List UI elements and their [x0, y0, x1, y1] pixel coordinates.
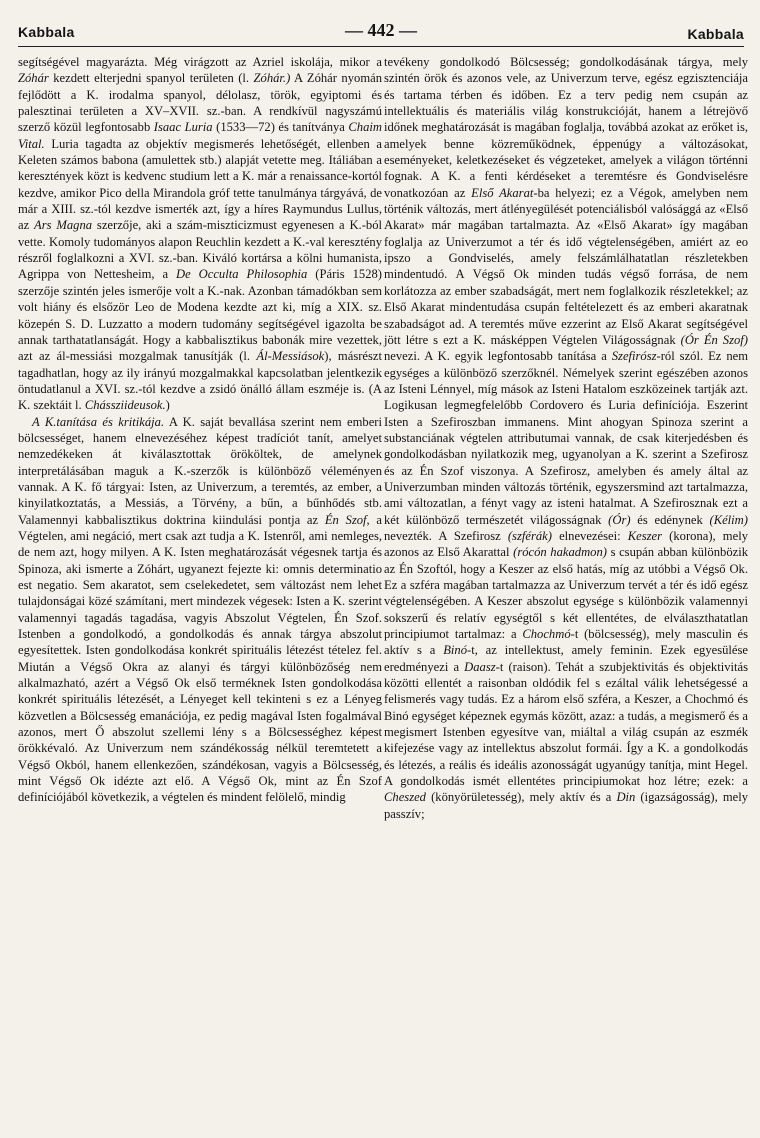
right-column — [384, 54, 748, 822]
term-elso-akarat: Első Akarat — [471, 185, 534, 200]
term-szferak: (szférák) — [507, 528, 552, 543]
term-szefirosz: Szefirósz — [611, 349, 657, 364]
name-isaac-luria: Isaac Luria — [153, 120, 213, 135]
header-right-title: Kabbala — [687, 26, 744, 42]
term-daasz: Daasz — [464, 659, 496, 674]
term-kelim: (Kélim) — [709, 512, 748, 527]
ref-chasszideusok: Chássziideusok. — [84, 398, 166, 413]
term-or-en-szof: (Ór Én Szof) — [680, 332, 748, 347]
term-rocon-hakadmon: (rócón hakadmon) — [513, 545, 607, 560]
ref-al-messiasok: Ál-Messiások — [256, 349, 325, 364]
section-heading-teachings: A K.tanítása és kritikája. — [32, 414, 165, 429]
term-chochmo: Chochmó — [522, 627, 571, 642]
term-din: Din — [616, 790, 636, 805]
ref-zohar: Zóhár.) — [253, 71, 291, 86]
left-column — [18, 54, 382, 822]
page-number: — 442 — — [345, 20, 417, 40]
title-de-occulta: De Occulta Philosophia — [176, 267, 308, 282]
term-zohar: Zóhár — [18, 71, 49, 86]
paragraph-zohar-history: segítségével magyarázta. Még virágzott az Azriel iskolája, mikor a Zóhár kezdett elterjedni spanyol területen (l. Zóhár.) A Zóhár nyomán fejlődött a K. irodalma spanyol, délolasz, török, egyiptomi és palesztinai területen a XV–XVII. sz.-ban. A rendkívül nagyszámú szerző közül legfontosabb Isaac Luria (1533—72) és tanítványa Chaim Vital. Luria tagadta az objektív megismerés lehetőségét, ellenben a Keleten számos babona (amulettek stb.) alapját vetette meg. Itáliában a keresztények közt is kedvenc studium lett a K. már a renaissance-kortól kezdve, amikor Pico della Mirandola gróf tette tanulmánya tárgyává, de már a XIII. sz.-tól kezdve ismerték azt, így a híres Raymundus Lullus, az Ars Magna szerzője, aki a szám-miszticizmust egyenesen a K.-ból vette. Komoly tudományos alapon Reuchlin kezdett a K.-val keresztény részről foglalkozni a XVI. sz.-ban. Kiváló kortársa a kölni humanista, Agrippa von Nettesheim, a De Occulta Philosophia (Páris 1528) szerzője szintén jeles ismerője volt a K.-nak. Azonban támadókban sem volt hiány és elsőzör Leo de Modena kezdte azt ki, míg a XIX. sz. közepén S. D. Luzzatto a modern tudomány segítségével igazolta be annak tarthatatlanságát. Hogy a kabbalisztikus babonák mire vezettek, azt az ál-messiási mozgalmak tanusítják (l. Ál-Messiások), másrészt tagadhatlan, hogy az ily irányú mozgalmakkal kapcsolatban jelentkezik öntudatlanul a XVI. sz.-tól kezdve a zsidó önálló állam eszméje is. (A K. szektáit l. Chássziideusok.) — [18, 55, 382, 413]
term-keszer: Keszer — [627, 528, 663, 543]
name-chaim-vital: Chaim Vital. — [18, 120, 382, 151]
paragraph-teachings: A K.tanítása és kritikája. A K. saját bevallása szerint nem emberi bölcsességet, hanem elnevezéséhez képest tradíciót tanít, amelyet nemzedékeken át kiválasztottak örököltek, de amelynek interpretálásában maguk a K.-szerzők is különböző véleményen vannak. A K. fő tárgyai: Isten, az Univerzum, a teremtés, az ember, a kinyilatkoztatás, a Messiás, a Törvény, a bűn, a bűnhődés stb. Valamennyi kabbalisztikus doktrina kiindulási pontja az Én Szof, a Végtelen, ami negáció, mert csak azt tudja a K. Istenről, ami nemleges, de nem azt, hogy milyen. A K. Isten meghatározását végesnek tartja és Spinoza, aki ismerte a Zóhárt, ugyanezt fejezte ki: omnis determinatio est negatio. Sem akaratot, sem cselekedetet, sem változást nem lehet tulajdonságai közé számítani, mert mindezek végesek: Isten a K. szerint valamennyi tagadás tagadása, vagyis Abszolut Végtelen, Én Szof. Istenben a gondolkodó, a gondolkodás és annak tárgya abszolut egyesítettek. Isten gondolkodása konkrét spirituális létezést tételez fel. Miután a Végső Okra az alanyi és tárgyi különbözőség nem alkalmazható, azért a Végső Ok első terméknek Isten gondolkodása konkrét spirituális létezését, a Lényeget kell tekinteni s ez a Lényeg közvetlen a Bölcsesség emanációja, ez pedig magával Isten fogalmával azonos, mert Ő abszolut szellemi lény s a Bölcsességhez képest örökkévaló. Az Univerzum nem szándékosság nélkül teremtetett a Végső Okból, hanem ellenkezően, szándékosan, vagyis a Bölcsesség, mint Végső Ok idézte azt elő. A Végső Ok, mint az Én Szof definíciójából következik, a végtelen és mindent felölelő, mindig — [18, 414, 382, 805]
term-cheszed: Cheszed — [384, 790, 426, 805]
term-bino: Binó — [443, 643, 467, 658]
paragraph-sefirot: tevékeny gondolkodó Bölcsesség; gondolkodásának tárgya, mely szintén örök és azonos vele, az Univerzum terve, egész egzisztenciája és tartama térben és időben. Ez a terv pedig nem csupán az intellektuális és materiális világ konstrukcióját, hanem a létrejövő időnek meghatározását is magában foglalja, továbbá azokat az erőket is, amelyek benne közreműködnek, éppenúgy a változásokat, eseményeket, keletkezéseket és végzeteket, amelyek a világon történni fognak. A K. a fenti kérdéseket a teremtésre és Gondviselésre vonatkozóan az Első Akarat-ba helyezi; ez a Végok, amelyben nem történik változás, mert átlényegülését potenciálisból valósággá az «Első Akarat» már magában tartalmazta. Az «Első Akarat» így magában foglalja az Univerzumot a tér és idő végtelenségében, amiért az eo ipszo a Gondviselés, amely felszámlálhatatlan részletekben mindentudó. A Végső Ok minden tudás végső forrása, de nem korlátozza az ember szabadságát, mert nem foglalkozik részletekkel; az Első Akarat mindentudása csupán feltételezett és az emberi akaratnak szabadságot ad. A teremtés műve ezzerint az Első Akarat segítségével jött létre s ezt a K. másképpen Végtelen Világosságnak (Ór Én Szof) nevezi. A K. egyik legfontosabb tanítása a Szefirósz-ról szól. Ez nem egységes a különböző szerzőknél. Némelyek szerint egészében azonos az Isteni Lénnyel, míg mások az Isteni Hatalom eszközeinek tartják azt. Logikusan legmegfelelőbb Cordovero és Luria definíciója. Eszerint Isten a Szefiroszban immanens. Mint ahogyan Spinoza szerint a substanciának végtelen attributumai vannak, de csak kiterjedésben és gondolkodásban nyilatkozik meg, ugyanolyan a K. szerint a Szefirosz és az Én Szof viszonya. A Szefirosz, amelyben és amely által az Univerzumban minden változás történik, egyszersmind azt tartalmazza, ami változatlan, a fényt vagy az isteni hatalmat. A Szefirosznak ezt a két különböző természetét világosságnak (Ór) és edénynek (Kélim) nevezték. A Szefirosz (szférák) elnevezései: Keszer (korona), mely azonos az Első Akarattal (rócón hakadmon) s csupán abban különbözik az Én Szoftól, hogy a Keszer az első hatás, míg az utóbbi a Végső Ok. Ez a szféra magában tartalmazza az Univerzum tervét a tér és idő egész végtelenségében. A Keszer abszolut egysége s különbözik valamennyi sokszerű és relatív egységtől s két ellentétes, de elválaszthatatlan principiumot tartalmaz: a Chochmó-t (bölcsesség), mely masculin és aktív s a Binó-t, az intellektust, amely feminin. Ezek egyesülése eredményezi a Daasz-t (raison). Tehát a szubjektivitás és objektivitás közötti ellentét a raisonban oldódik fel s ezáltal válik lehetségessé a felismerés vagy tudás. Ez a három első szféra, a Keszer, a Chochmó és Binó egységet képeznek egymás között, azaz: a tudás, a megismerő és a megismert Istenben egyesítve van, miáltal a világ csupán az eszmék kifejezése vagy az intellektus abszolut formái. Így a K. a gondolkodás és létezés, a reális és ideális azonosságát ugyanúgy tanítja, mint Hegel. A gondolkodás ismét ellentétes principiumokat hoz létre; ezek: a Cheszed (könyörületesség), mely aktív és a Din (igazságosság), mely passzív; — [384, 55, 749, 821]
text-columns — [18, 54, 748, 822]
running-header — [18, 20, 744, 47]
term-or: (Ór) — [608, 512, 631, 527]
header-left-title: Kabbala — [18, 24, 75, 40]
term-en-szof: Én Szof — [324, 512, 367, 527]
title-ars-magna: Ars Magna — [34, 218, 93, 233]
